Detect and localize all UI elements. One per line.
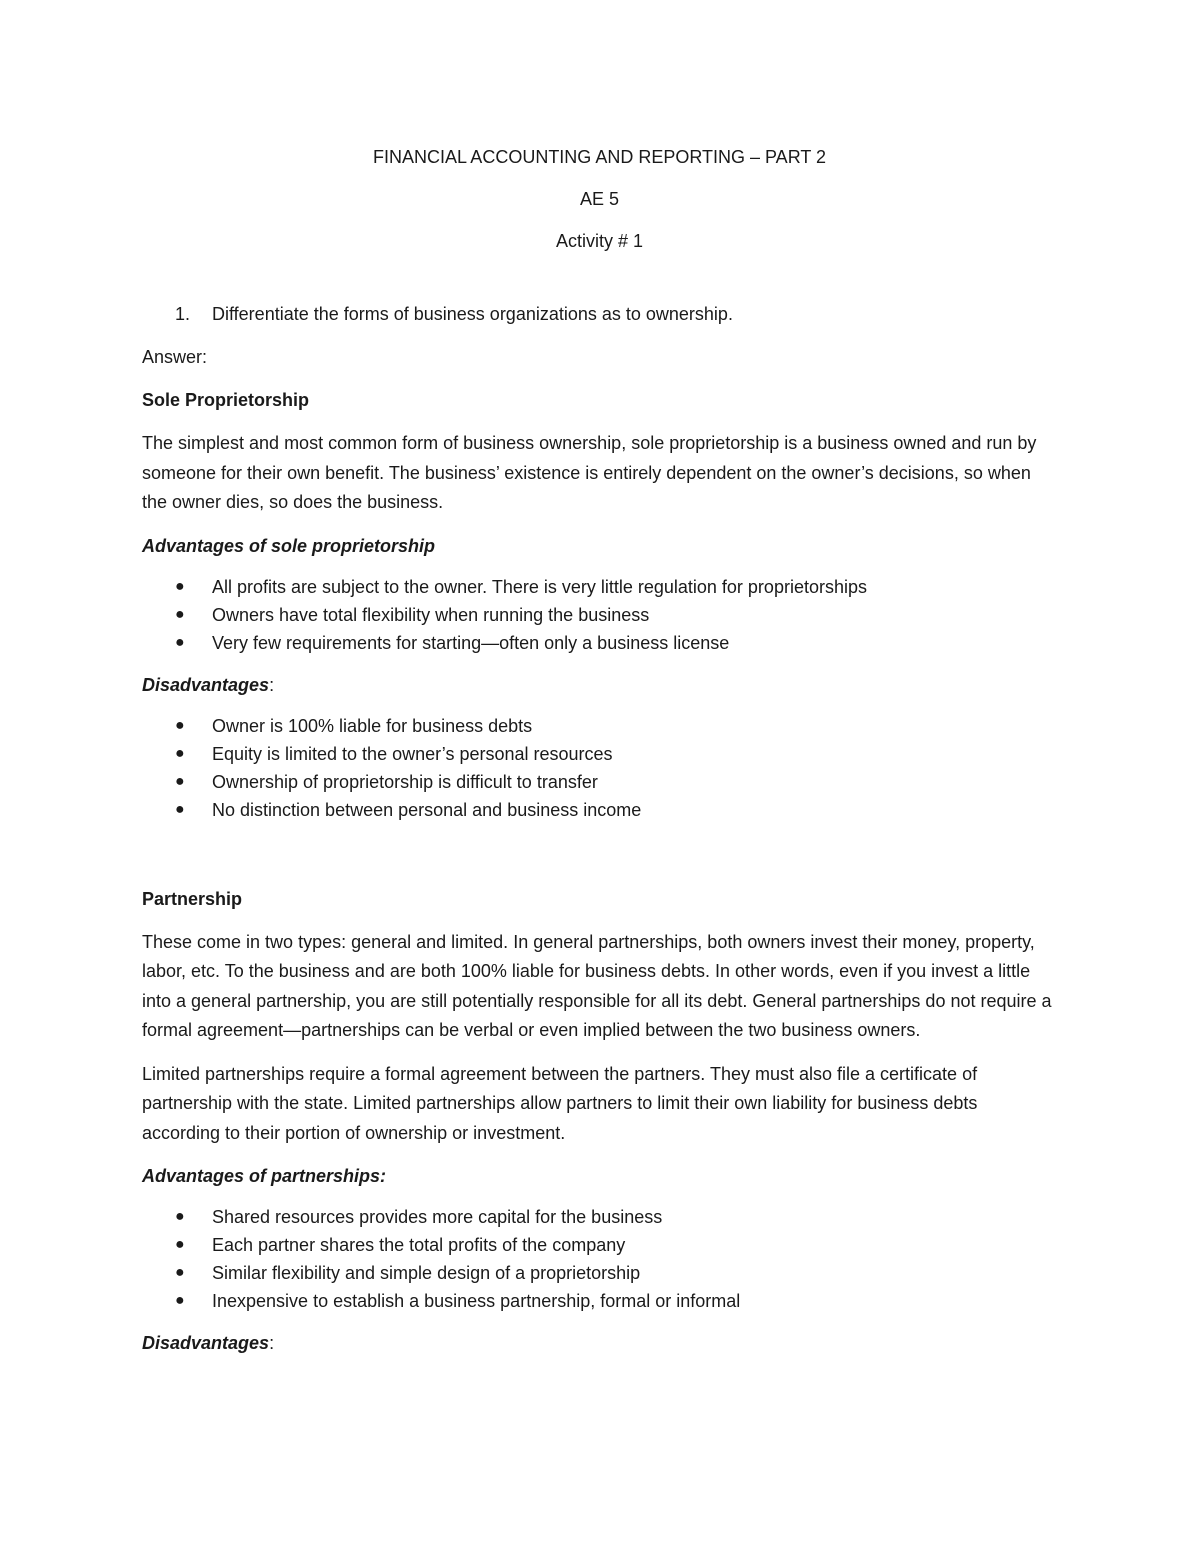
partnership-disadvantages-heading (142, 1329, 1057, 1358)
list-item-text: Equity is limited to the owner’s personal resources (212, 743, 613, 764)
list-item (142, 768, 1057, 796)
sole-advantages-list (142, 573, 1057, 657)
bullet-icon: ● (175, 1264, 185, 1281)
sole-disadvantages-colon: : (269, 674, 275, 695)
list-item-text: Very few requirements for starting—often only a business license (212, 632, 730, 653)
bullet-icon: ● (175, 1208, 185, 1225)
list-item-text: Ownership of proprietorship is difficult to transfer (212, 771, 598, 792)
question-number: 1. (175, 304, 191, 324)
list-item (142, 573, 1057, 601)
activity-number: Activity # 1 (555, 231, 644, 251)
list-item-text: Shared resources provides more capital for the business (212, 1207, 663, 1227)
answer-label: Answer: (142, 347, 208, 367)
list-item (142, 740, 1057, 768)
document-body (142, 140, 1057, 1358)
sole-disadvantages-heading (142, 671, 1057, 700)
partnership-paragraph-general: These come in two types: general and limited. In general partnerships, both owners invest their money, property, labor, etc. To the business and are both 100% liable for business debts. In other words, even if you invest a little into a general partnership, you are still potentially responsible for all its debt. General partnerships do not require a formal agreement—partnerships can be verbal or even implied between the two business owners. (142, 931, 1052, 1040)
list-item (142, 601, 1057, 629)
list-item-text: Similar flexibility and simple design of a proprietorship (212, 1263, 641, 1283)
partnership-heading: Partnership (142, 888, 243, 909)
partnership-paragraph-limited: Limited partnerships require a formal agreement between the partners. They must also file a certificate of partnership with the state. Limited partnerships allow partners to limit their own liability for business debts according to their portion of ownership or investment. (142, 1063, 978, 1143)
list-item-text: Inexpensive to establish a business partnership, formal or informal (212, 1291, 741, 1311)
bullet-icon: ● (175, 716, 185, 734)
question-item (142, 300, 1057, 329)
bullet-icon: ● (175, 633, 185, 651)
partnership-disadvantages-colon: : (269, 1333, 275, 1353)
list-item-text: No distinction between personal and business income (212, 799, 642, 820)
bullet-icon: ● (175, 744, 185, 762)
sole-disadvantages-list (142, 712, 1057, 824)
sole-advantages-heading: Advantages of sole proprietorship (142, 535, 436, 556)
list-item-text: Each partner shares the total profits of the company (212, 1235, 626, 1255)
sole-proprietorship-paragraph: The simplest and most common form of business ownership, sole proprietorship is a business owned and run by someone for their own benefit. The business’ existence is entirely dependent on the owner’s decisions, so when the owner dies, so does the business. (142, 433, 1037, 512)
list-item (142, 1203, 1057, 1231)
list-item (142, 1287, 1057, 1315)
list-item (142, 796, 1057, 824)
bullet-icon: ● (175, 1236, 185, 1253)
list-item-text: Owners have total flexibility when running the business (212, 604, 650, 625)
list-item (142, 1231, 1057, 1259)
partnership-disadvantages-heading-text: Disadvantages (142, 1333, 270, 1353)
list-item (142, 712, 1057, 740)
list-item (142, 1259, 1057, 1287)
partnership-advantages-list (142, 1203, 1057, 1315)
list-item-text: All profits are subject to the owner. There is very little regulation for proprietorships (212, 576, 867, 597)
bullet-icon: ● (175, 772, 185, 790)
question-text: Differentiate the forms of business organizations as to ownership. (212, 304, 733, 324)
document-title: FINANCIAL ACCOUNTING AND REPORTING – PART 2 (372, 147, 827, 167)
sole-disadvantages-heading-text: Disadvantages (142, 674, 270, 695)
course-code: AE 5 (579, 189, 620, 209)
list-item-text: Owner is 100% liable for business debts (212, 715, 533, 736)
bullet-icon: ● (175, 800, 185, 818)
bullet-icon: ● (175, 577, 185, 595)
partnership-advantages-heading: Advantages of partnerships: (142, 1166, 387, 1186)
list-item (142, 629, 1057, 657)
bullet-icon: ● (175, 1292, 185, 1309)
bullet-icon: ● (175, 605, 185, 623)
sole-proprietorship-heading: Sole Proprietorship (142, 390, 310, 410)
